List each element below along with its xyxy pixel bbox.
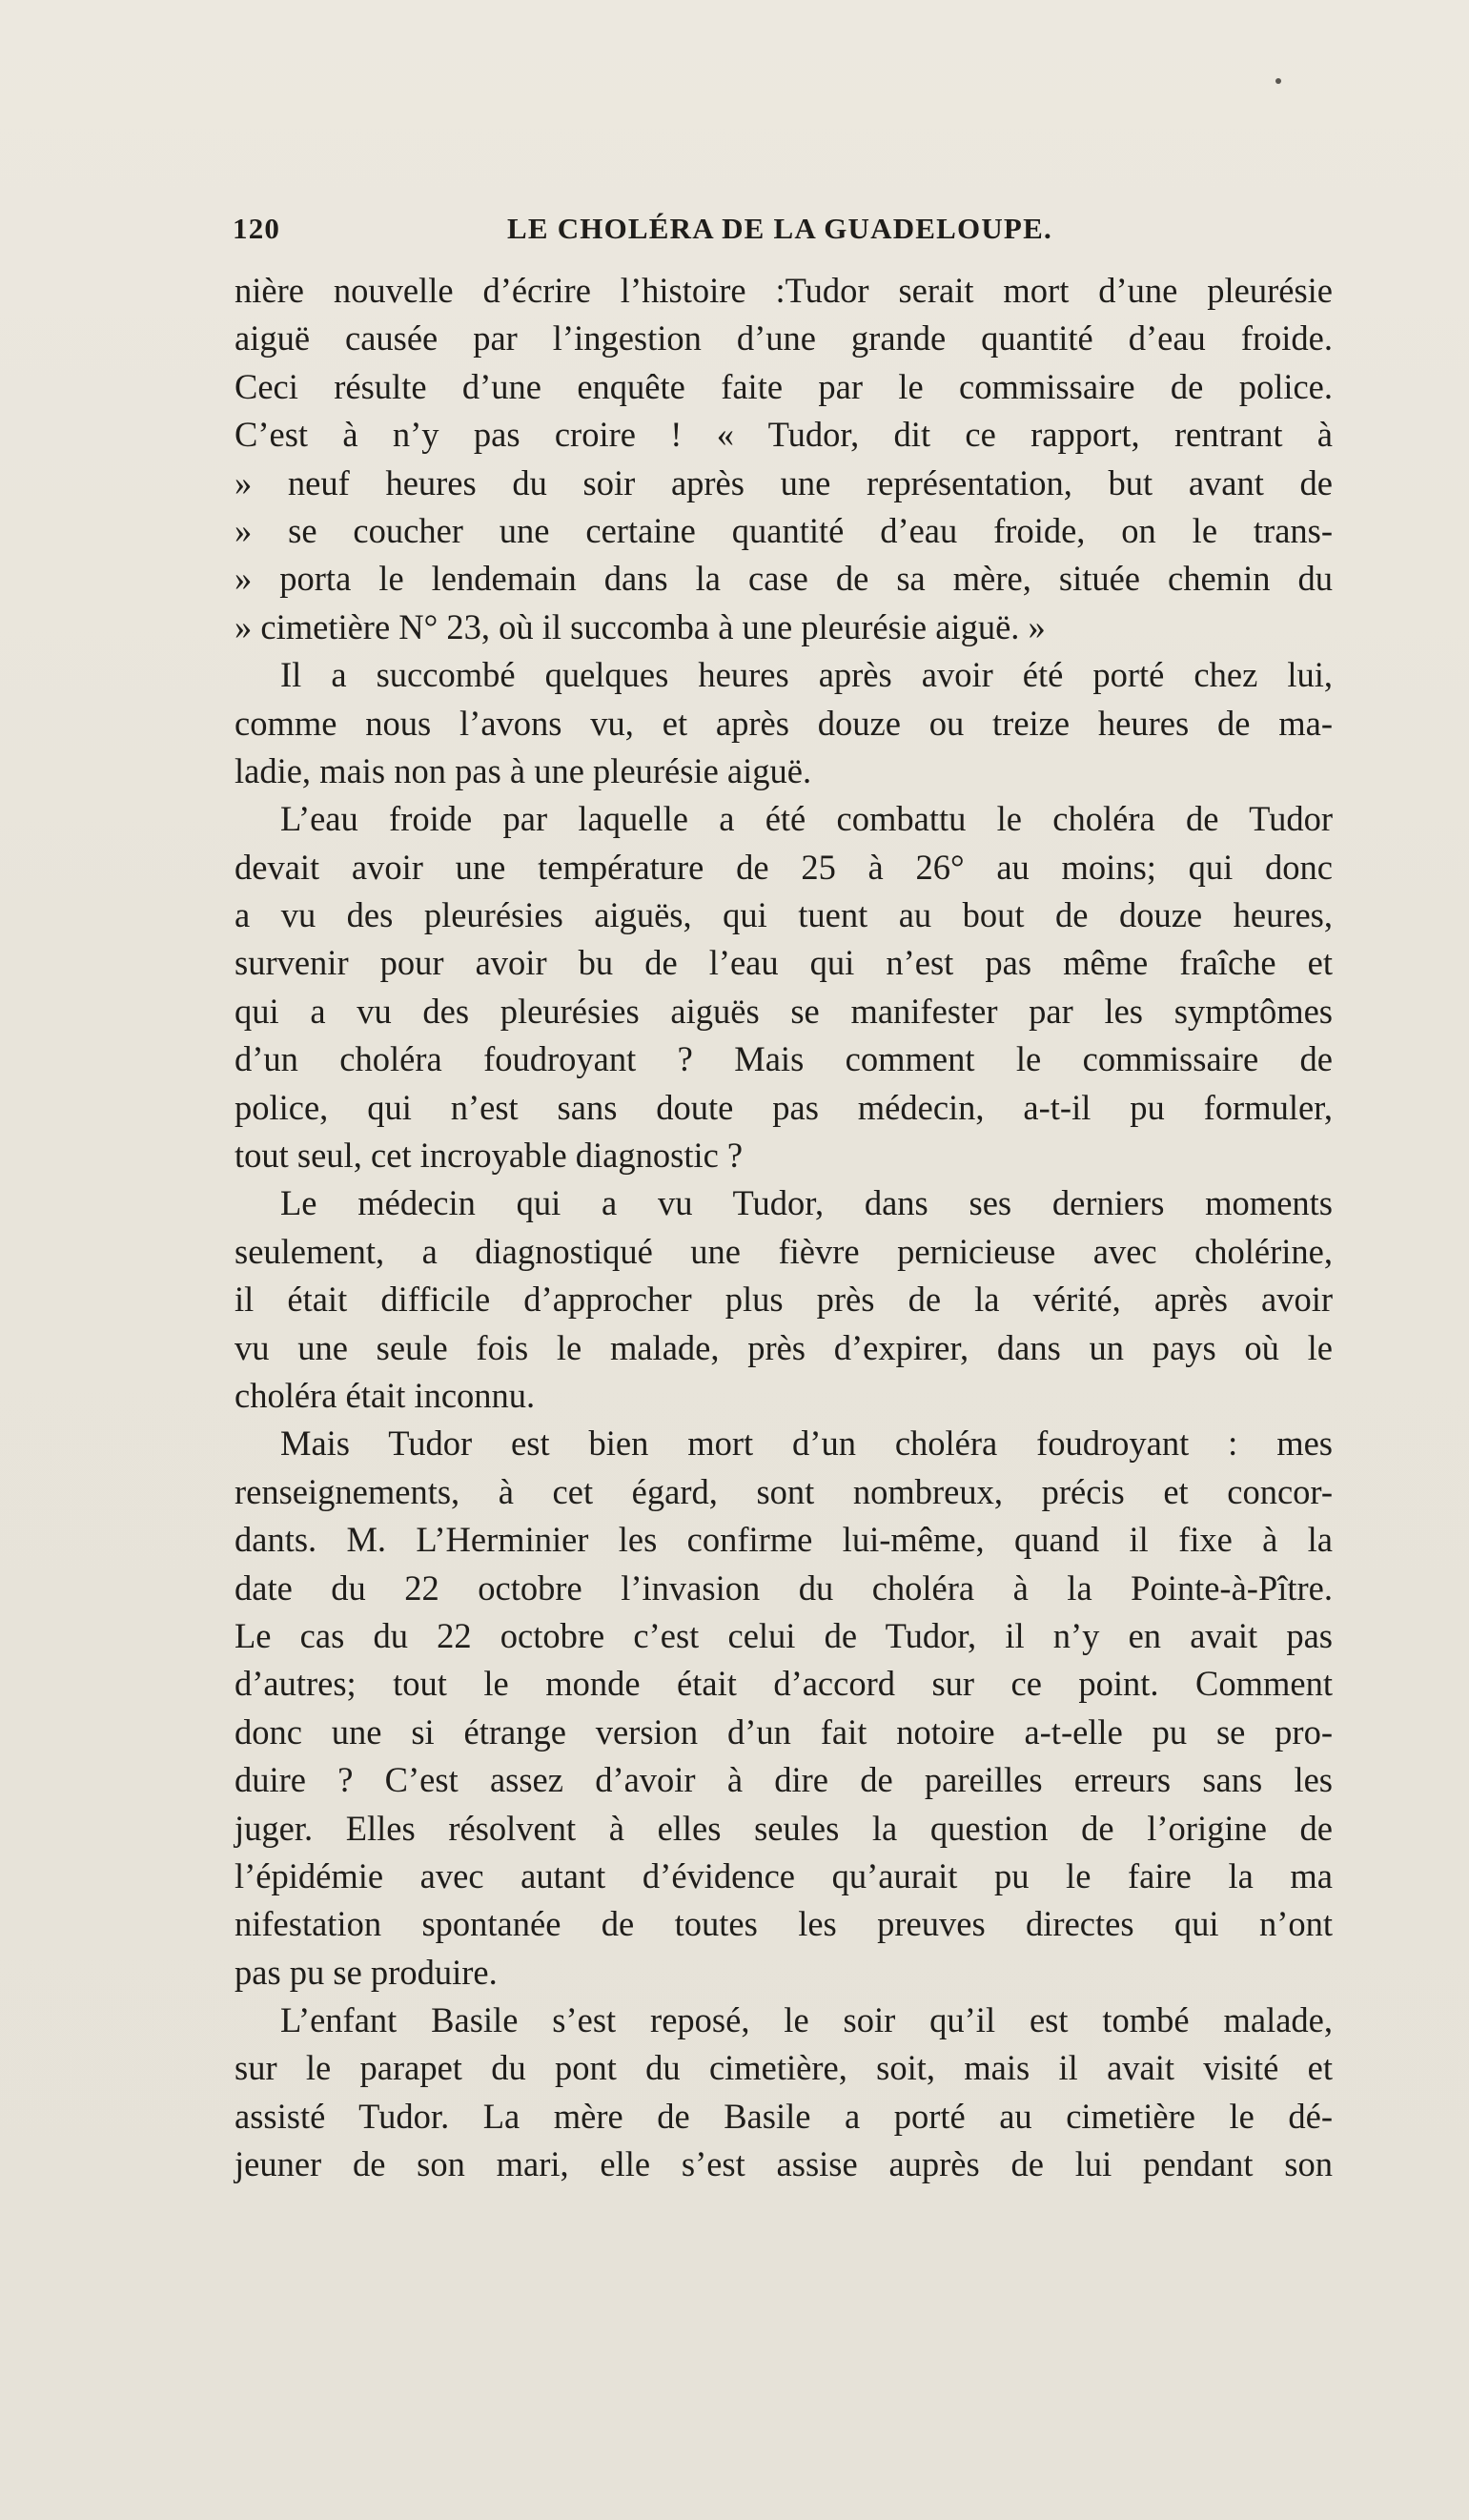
text-line: date du 22 octobre l’invasion du choléra à la Pointe-à-Pître. bbox=[235, 1567, 1333, 1608]
text-line: » neuf heures du soir après une représentation, but avant de bbox=[235, 462, 1333, 502]
text-line: nifestation spontanée de toutes les preuves directes qui n’ont bbox=[235, 1904, 1333, 1944]
text-line: police, qui n’est sans doute pas médecin, a-t-il pu formuler, bbox=[235, 1087, 1333, 1127]
page-number: 120 bbox=[233, 212, 281, 245]
text-line: choléra était inconnu. bbox=[235, 1375, 536, 1415]
text-line: d’autres; tout le monde était d’accord sur ce point. Comment bbox=[235, 1664, 1333, 1704]
text-line: d’un choléra foudroyant ? Mais comment le commissaire de bbox=[235, 1039, 1333, 1079]
text-line: renseignements, à cet égard, sont nombreux, précis et concor- bbox=[235, 1471, 1333, 1511]
text-line: a vu des pleurésies aiguës, qui tuent au bout de douze heures, bbox=[235, 895, 1333, 935]
text-line: nière nouvelle d’écrire l’histoire :Tudor serait mort d’une pleurésie bbox=[235, 271, 1333, 310]
text-line: jeuner de son mari, elle s’est assise auprès de lui pendant son bbox=[235, 2144, 1333, 2184]
text-line: il était difficile d’approcher plus près de la vérité, après avoir bbox=[235, 1280, 1333, 1320]
text-line: qui a vu des pleurésies aiguës se manifester par les symptômes bbox=[235, 991, 1333, 1031]
text-line: Mais Tudor est bien mort d’un choléra foudroyant : mes bbox=[280, 1424, 1333, 1464]
text-line: l’épidémie avec autant d’évidence qu’aurait pu le faire la ma bbox=[235, 1855, 1333, 1895]
running-header bbox=[233, 212, 1338, 254]
text-line: tout seul, cet incroyable diagnostic ? bbox=[235, 1136, 744, 1176]
text-line: donc une si étrange version d’un fait notoire a-t-elle pu se pro- bbox=[235, 1711, 1333, 1752]
text-line: pas pu se produire. bbox=[235, 1952, 498, 1992]
text-line: aiguë causée par l’ingestion d’une grande quantité d’eau froide. bbox=[235, 318, 1333, 359]
text-line: Ceci résulte d’une enquête faite par le commissaire de police. bbox=[235, 366, 1333, 406]
text-line: dants. M. L’Herminier les confirme lui-même, quand il fixe à la bbox=[235, 1520, 1333, 1560]
text-line: Il a succombé quelques heures après avoir été porté chez lui, bbox=[280, 655, 1333, 695]
text-line: L’enfant Basile s’est reposé, le soir qu’il est tombé malade, bbox=[280, 2000, 1333, 2040]
ink-speck bbox=[1275, 78, 1281, 84]
text-line: juger. Elles résolvent à elles seules la question de l’origine de bbox=[235, 1808, 1333, 1848]
text-line: devait avoir une température de 25 à 26° au moins; qui donc bbox=[235, 847, 1333, 887]
text-line: » cimetière N° 23, où il succomba à une pleurésie aiguë. » bbox=[235, 606, 1046, 646]
text-line: comme nous l’avons vu, et après douze ou treize heures de ma- bbox=[235, 703, 1333, 743]
text-line: Le médecin qui a vu Tudor, dans ses derniers moments bbox=[280, 1183, 1333, 1223]
text-line: » se coucher une certaine quantité d’eau froide, on le trans- bbox=[235, 510, 1333, 550]
text-line: assisté Tudor. La mère de Basile a porté au cimetière le dé- bbox=[235, 2096, 1333, 2136]
text-line: seulement, a diagnostiqué une fièvre pernicieuse avec cholérine, bbox=[235, 1231, 1333, 1271]
body-text bbox=[235, 267, 1333, 2189]
text-line: L’eau froide par laquelle a été combattu le choléra de Tudor bbox=[280, 799, 1333, 839]
text-line: C’est à n’y pas croire ! « Tudor, dit ce rapport, rentrant à bbox=[235, 415, 1333, 455]
text-line: duire ? C’est assez d’avoir à dire de pareilles erreurs sans les bbox=[235, 1760, 1333, 1800]
text-line: » porta le lendemain dans la case de sa mère, située chemin du bbox=[235, 559, 1333, 599]
text-line: vu une seule fois le malade, près d’expirer, dans un pays où le bbox=[235, 1327, 1333, 1367]
text-line: Le cas du 22 octobre c’est celui de Tudor, il n’y en avait pas bbox=[235, 1615, 1333, 1655]
text-line: sur le parapet du pont du cimetière, soit, mais il avait visité et bbox=[235, 2048, 1333, 2088]
text-line: ladie, mais non pas à une pleurésie aiguë. bbox=[235, 750, 812, 790]
text-line: survenir pour avoir bu de l’eau qui n’est pas même fraîche et bbox=[235, 943, 1333, 983]
running-title: LE CHOLÉRA DE LA GUADELOUPE. bbox=[507, 212, 1052, 245]
